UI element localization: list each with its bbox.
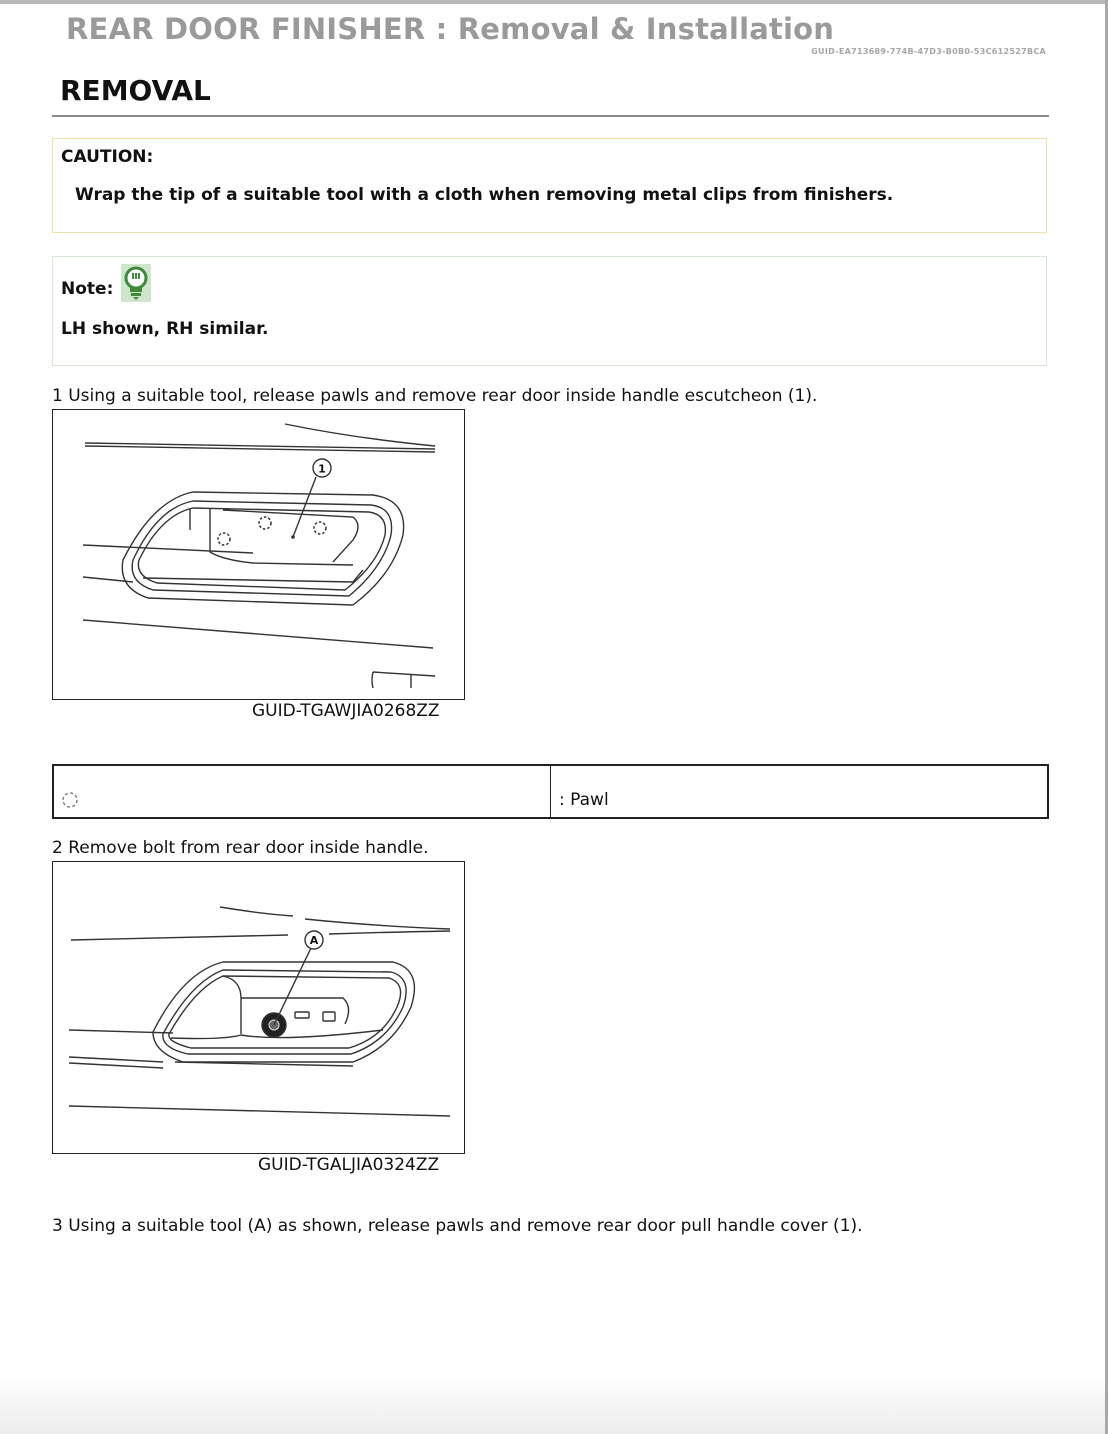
note-box: [52, 256, 1047, 366]
legend-symbol-cell: [54, 766, 551, 817]
document-title: REAR DOOR FINISHER : Removal & Installation: [66, 12, 835, 46]
caution-box: [52, 138, 1047, 233]
escutcheon-illustration: [53, 410, 466, 701]
lightbulb-icon: [121, 264, 151, 302]
window-top-edge: [0, 0, 1108, 4]
section-title: REMOVAL: [60, 74, 211, 107]
section-divider: [52, 115, 1049, 117]
caution-text: Wrap the tip of a suitable tool with a cloth when removing metal clips from finishers.: [75, 185, 894, 205]
figure-step-2: [52, 861, 465, 1154]
callout-1: 1: [318, 462, 326, 476]
legend-table: [52, 764, 1049, 819]
step-2-text: 2 Remove bolt from rear door inside handle.: [52, 838, 429, 858]
caution-label: CAUTION:: [61, 147, 154, 167]
step-1-text: 1 Using a suitable tool, release pawls and remove rear door inside handle escutcheon (1).: [52, 386, 818, 406]
callout-a: A: [309, 934, 319, 947]
pawl-dashed-circle-icon: [60, 789, 80, 811]
page-bottom-fade: [0, 1374, 1105, 1434]
note-text: LH shown, RH similar.: [61, 319, 269, 339]
legend-label-cell: [551, 766, 1047, 817]
step-3-text: 3 Using a suitable tool (A) as shown, release pawls and remove rear door pull handle cover (1).: [52, 1216, 863, 1236]
legend-pawl-label: : Pawl: [559, 790, 609, 810]
figure-1-caption: GUID-TGAWJIA0268ZZ: [252, 701, 440, 721]
inside-handle-illustration: [53, 862, 466, 1155]
figure-2-caption: GUID-TGALJIA0324ZZ: [258, 1155, 440, 1175]
note-label: Note:: [61, 279, 114, 299]
document-guid: GUID-EA713689-774B-47D3-B0B0-53C612527BCA: [811, 47, 1046, 56]
figure-step-1: [52, 409, 465, 700]
